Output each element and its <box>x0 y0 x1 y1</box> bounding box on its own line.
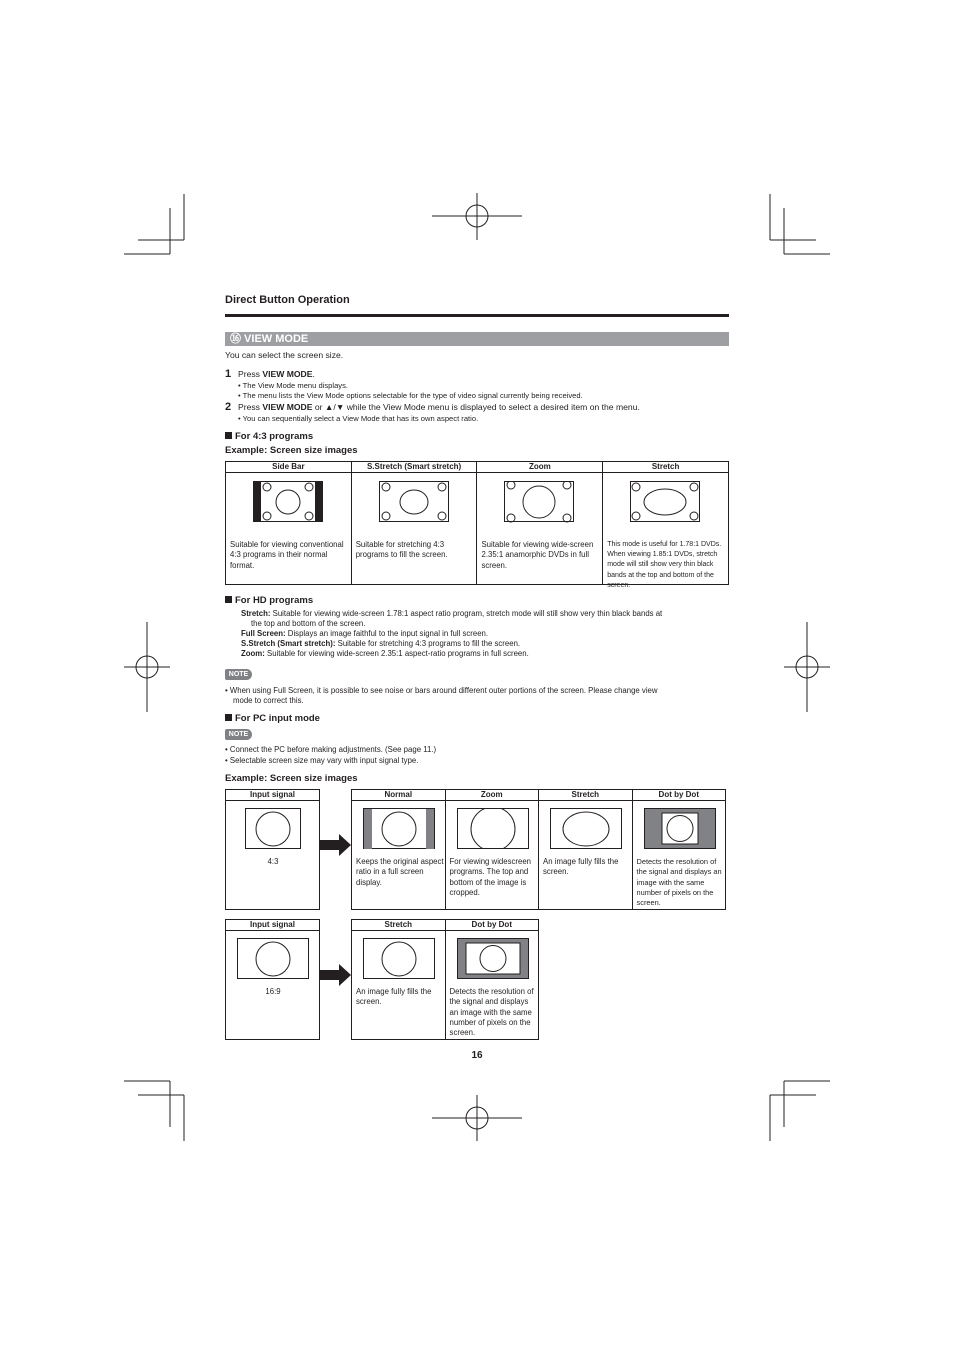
note-badge: NOTE <box>225 669 252 680</box>
hd-note-text: • When using Full Screen, it is possible to see noise or bars around different outer portions of the screen. Please change view <box>225 686 658 695</box>
pc-input-table-43 <box>225 789 320 910</box>
pc-note-item: • Selectable screen size may vary with input signal type. <box>225 756 419 765</box>
stretch-screen-image <box>363 938 435 980</box>
arrow-right-icon <box>319 964 353 986</box>
programs-43-heading: For 4:3 programs <box>225 431 313 442</box>
mode-description: For viewing widescreen programs. The top and bottom of the image is cropped. <box>449 857 531 897</box>
input-signal-ratio: 16:9 <box>265 987 281 996</box>
step-2-number: 2 <box>225 401 232 413</box>
square-bullet-icon <box>225 714 232 721</box>
step-1-text: Press VIEW MODE. <box>238 369 315 379</box>
col-header: Input signal <box>226 920 320 931</box>
hd-item-zoom: Zoom: Suitable for viewing wide-screen 2.35:1 aspect-ratio programs in full screen. <box>241 649 529 658</box>
programs-43-example: Example: Screen size images <box>225 445 358 456</box>
pc-modes-table-43 <box>351 789 726 910</box>
pc-input-table-169 <box>225 919 320 1040</box>
col-header: Normal <box>352 790 446 801</box>
stretch-screen-image <box>630 481 700 523</box>
dot-by-dot-screen-image <box>644 808 716 850</box>
square-bullet-icon <box>225 596 232 603</box>
mode-description: Detects the resolution of the signal and displays an image with the same number of pixels on the screen. <box>449 987 534 1038</box>
step-1-bullet: • The View Mode menu displays. <box>238 381 349 390</box>
col-header: Side Bar <box>226 462 352 473</box>
step-1-bullet: • The menu lists the View Mode options selectable for the type of video signal currently being received. <box>238 391 583 400</box>
mode-description: This mode is useful for 1.78:1 DVDs. When viewing 1.85:1 DVDs, stretch mode will still show very thin black bands at the top and bottom of the screen. <box>607 541 722 589</box>
input-169-screen-image <box>237 938 309 980</box>
col-header: Stretch <box>352 920 446 931</box>
mode-description: Suitable for viewing conventional 4:3 programs in their normal format. <box>230 540 344 570</box>
up-down-arrow-icon: ▲/▼ <box>324 402 345 412</box>
section-title: Direct Button Operation <box>225 294 350 306</box>
col-header: Zoom <box>477 462 603 473</box>
hd-item-full-screen: Full Screen: Displays an image faithful to the input signal in full screen. <box>241 629 489 638</box>
mode-description: Suitable for viewing wide-screen 2.35:1 anamorphic DVDs in full screen. <box>481 540 594 570</box>
dot-by-dot-screen-image <box>457 938 529 980</box>
pc-mode-heading: For PC input mode <box>225 713 320 724</box>
section-divider <box>225 314 729 317</box>
hd-item-stretch-cont: the top and bottom of the screen. <box>251 619 366 628</box>
arrow-right-icon <box>319 834 353 856</box>
step-1-number: 1 <box>225 368 232 380</box>
zoom-screen-image <box>504 481 574 523</box>
pc-modes-table-169 <box>351 919 539 1040</box>
page-number: 16 <box>471 1050 483 1061</box>
s-stretch-screen-image <box>379 481 449 523</box>
note-badge: NOTE <box>225 729 252 740</box>
stretch-screen-image <box>550 808 622 850</box>
input-43-screen-image <box>245 808 301 850</box>
square-bullet-icon <box>225 432 232 439</box>
col-header: Dot by Dot <box>632 790 725 801</box>
pc-note-item: • Connect the PC before making adjustments. (See page 11.) <box>225 745 437 754</box>
mode-description: Detects the resolution of the signal and displays an image with the same number of pixels on the screen. <box>636 857 722 908</box>
zoom-screen-image <box>457 808 529 850</box>
hd-item-s-stretch: S.Stretch (Smart stretch): Suitable for stretching 4:3 programs to fill the screen. <box>241 639 521 648</box>
col-header: Input signal <box>226 790 320 801</box>
pc-mode-example: Example: Screen size images <box>225 773 358 784</box>
hd-programs-heading: For HD programs <box>225 595 313 606</box>
step-2-text: Press VIEW MODE or ▲/▼ while the View Mode menu is displayed to select a desired item on the menu. <box>238 402 640 412</box>
mode-description: An image fully fills the screen. <box>543 857 619 877</box>
view-mode-intro: You can select the screen size. <box>225 350 344 360</box>
col-header: S.Stretch (Smart stretch) <box>351 462 477 473</box>
hd-note-text-cont: mode to correct this. <box>233 696 304 705</box>
hd-item-stretch: Stretch: Suitable for viewing wide-screen 1.78:1 aspect ratio program, stretch mode will still show very thin black bands at <box>241 609 663 618</box>
mode-description: Suitable for stretching 4:3 programs to fill the screen. <box>355 540 448 560</box>
col-header: Stretch <box>539 790 633 801</box>
normal-screen-image <box>363 808 435 850</box>
col-header: Zoom <box>445 790 538 801</box>
mode-description: An image fully fills the screen. <box>356 987 432 1007</box>
programs-43-table <box>225 461 729 589</box>
input-signal-ratio: 4:3 <box>267 857 279 866</box>
col-header: Stretch <box>603 462 729 473</box>
view-mode-title: ⑯ VIEW MODE <box>230 333 309 345</box>
col-header: Dot by Dot <box>445 920 538 931</box>
step-2-bullet: • You can sequentially select a View Mode that has its own aspect ratio. <box>238 414 479 423</box>
side-bar-screen-image <box>253 481 323 523</box>
mode-description: Keeps the original aspect ratio in a full screen display. <box>356 857 444 887</box>
